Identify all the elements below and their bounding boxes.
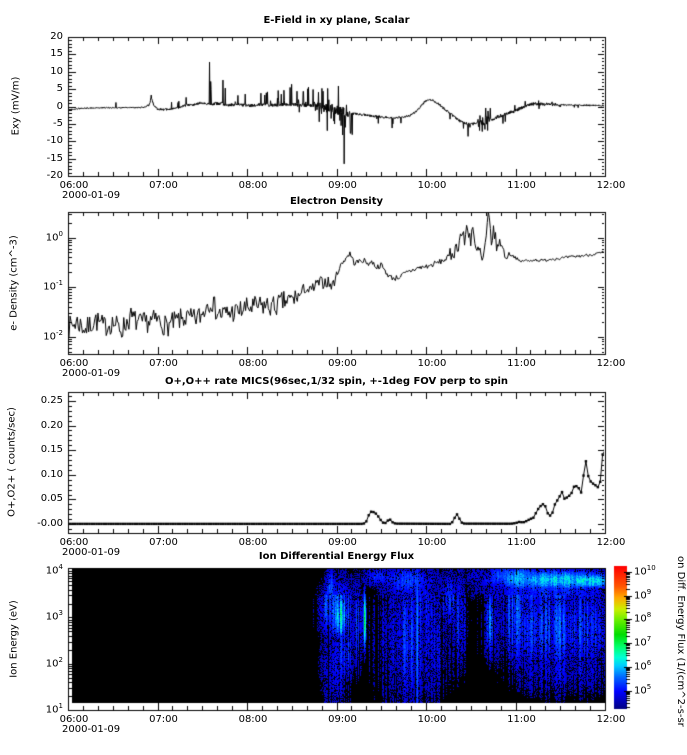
panel-title: E-Field in xy plane, Scalar — [263, 15, 410, 26]
colorbar-tick-label: $10^5$ — [634, 682, 652, 696]
y-axis-label: Exy (mV/m) — [10, 76, 22, 136]
y-tick-label: $10^0$ — [45, 229, 63, 243]
x-tick-label: 08:00 — [238, 714, 268, 725]
y-tick-label: 0.05 — [40, 493, 63, 505]
panel-title: Ion Differential Energy Flux — [258, 551, 415, 562]
x-tick-label: 06:00 — [59, 358, 89, 369]
x-tick-label: 12:00 — [596, 180, 626, 191]
y-tick-label: -15 — [46, 152, 63, 164]
y-tick-label: $10^4$ — [45, 563, 63, 577]
x-tick-label: 11:00 — [507, 180, 536, 191]
x-tick-label: 12:00 — [596, 358, 626, 369]
x-tick-label: 09:00 — [328, 180, 357, 191]
x-tick-label: 07:00 — [149, 537, 178, 548]
x-tick-label: 09:00 — [328, 537, 357, 548]
y-tick-label: -5 — [53, 117, 63, 129]
x-axis-date: 2000-01-09 — [62, 368, 121, 379]
colorbar-tick-label: $10^7$ — [634, 635, 652, 649]
y-tick-label: 0.15 — [40, 444, 63, 456]
y-tick-label: -20 — [46, 170, 63, 181]
y-tick-label: -0.00 — [37, 518, 63, 530]
x-axis-date: 2000-01-09 — [62, 724, 121, 735]
x-tick-label: 06:00 — [59, 537, 89, 548]
x-tick-label: 11:00 — [507, 358, 536, 369]
y-tick-label: 10 — [50, 65, 63, 77]
x-tick-label: 08:00 — [238, 180, 268, 191]
panel-title: O+,O++ rate MICS(96sec,1/32 spin, +-1deg FOV perp to spin — [164, 376, 509, 387]
x-tick-label: 11:00 — [507, 537, 536, 548]
y-tick-label: 0 — [56, 100, 63, 112]
x-tick-label: 10:00 — [417, 358, 447, 369]
y-tick-label: $10^{-2}$ — [43, 328, 63, 342]
x-tick-label: 12:00 — [596, 714, 626, 725]
y-tick-label: -10 — [46, 135, 63, 147]
x-tick-label: 10:00 — [417, 180, 447, 191]
x-tick-label: 09:00 — [328, 714, 357, 725]
y-tick-label: 20 — [50, 31, 63, 42]
colorbar-tick-label: $10^9$ — [634, 587, 652, 602]
x-tick-label: 06:00 — [59, 180, 89, 191]
x-tick-label: 11:00 — [507, 714, 536, 725]
x-tick-label: 07:00 — [149, 714, 178, 725]
x-tick-label: 06:00 — [59, 714, 89, 725]
y-tick-label: $10^3$ — [45, 609, 63, 623]
x-axis-date: 2000-01-09 — [62, 547, 121, 558]
x-tick-label: 10:00 — [417, 537, 447, 548]
x-tick-label: 08:00 — [238, 537, 268, 548]
x-tick-label: 07:00 — [149, 180, 178, 191]
y-tick-label: $10^1$ — [45, 702, 63, 716]
x-tick-label: 07:00 — [149, 358, 178, 369]
y-tick-label: 0.10 — [40, 468, 63, 480]
y-tick-label: 5 — [56, 83, 63, 95]
x-tick-label: 12:00 — [596, 537, 626, 548]
y-tick-label: $10^{-1}$ — [43, 279, 63, 293]
x-tick-label: 10:00 — [417, 714, 447, 725]
y-tick-label: 15 — [50, 48, 63, 60]
colorbar-tick-label: $10^6$ — [634, 658, 652, 673]
y-tick-label: 0.20 — [40, 419, 63, 431]
y-tick-label: $10^2$ — [45, 655, 63, 670]
colorbar-axis-label: on Diff. Energy Flux (1/(cm^2-s-sr — [675, 556, 686, 727]
panel-title: Electron Density — [289, 196, 384, 207]
colorbar-tick-label: $10^{10}$ — [634, 564, 656, 578]
y-axis-label: O+,O2+ ( counts/sec) — [6, 407, 18, 517]
y-axis-label: Ion Energy (eV) — [8, 600, 20, 678]
x-tick-label: 09:00 — [328, 358, 357, 369]
x-axis-date: 2000-01-09 — [62, 190, 121, 201]
x-tick-label: 08:00 — [238, 358, 268, 369]
colorbar-tick-label: $10^8$ — [634, 611, 652, 625]
y-axis-label: e- Density (cm^-3) — [8, 235, 20, 331]
y-tick-label: 0.25 — [40, 394, 63, 406]
